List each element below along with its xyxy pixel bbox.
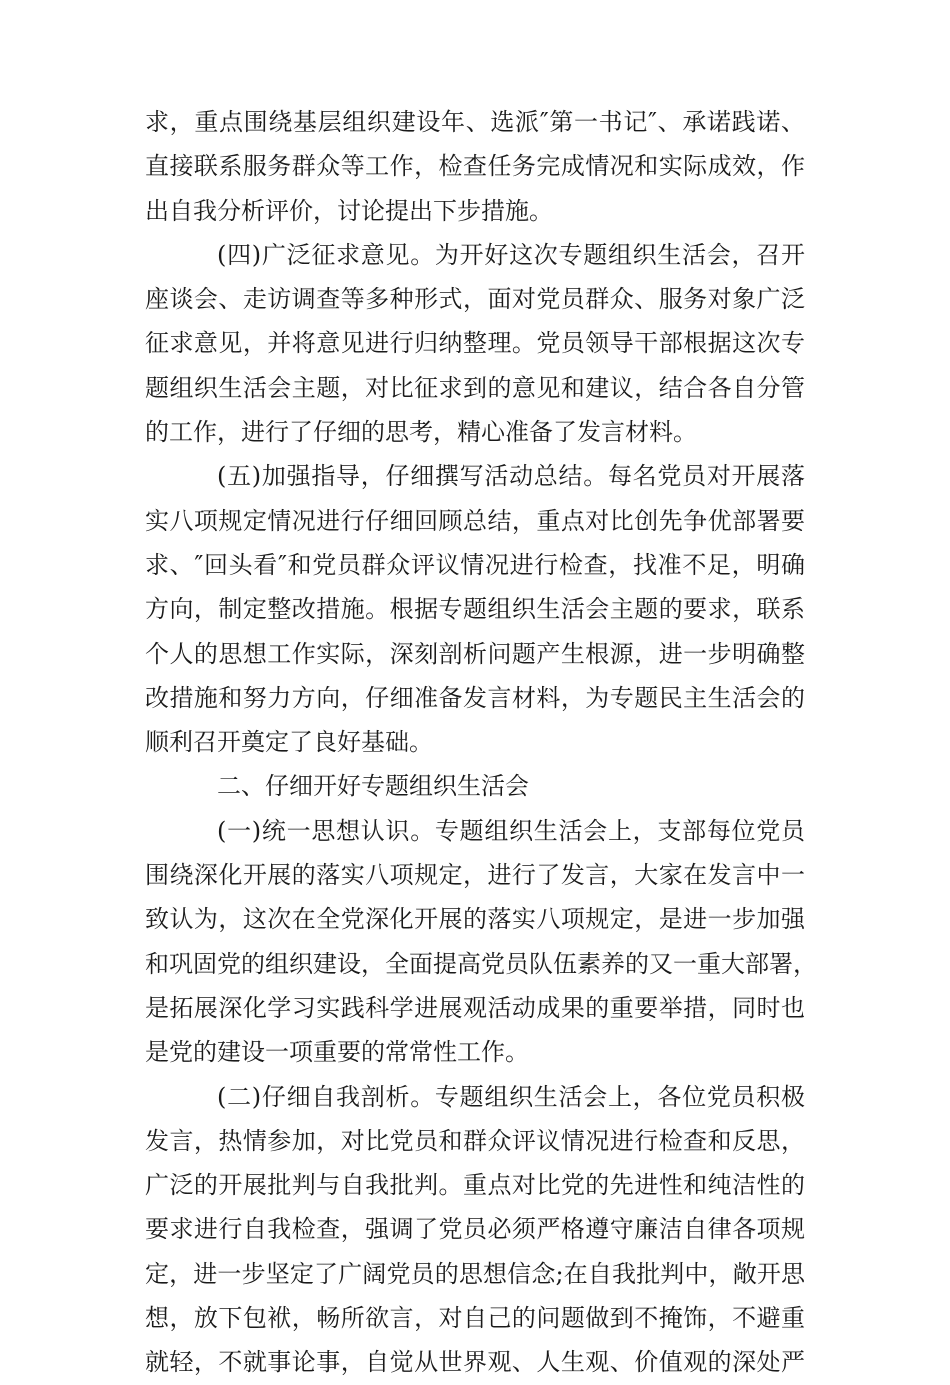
text-line: 是拓展深化学习实践科学进展观活动成果的重要举措，同时也 bbox=[145, 993, 805, 1022]
text-line: 座谈会、走访调查等多种形式，面对党员群众、服务对象广泛 bbox=[145, 285, 805, 314]
text-line: 是党的建设一项重要的常常性工作。 bbox=[145, 1038, 529, 1067]
text-line: 直接联系服务群众等工作，检查任务完成情况和实际成效，作 bbox=[145, 152, 805, 181]
text-line: 想，放下包袱，畅所欲言，对自己的问题做到不掩饰，不避重 bbox=[145, 1304, 805, 1333]
text-line: 致认为，这次在全党深化开展的落实八项规定，是进一步加强 bbox=[145, 905, 805, 934]
text-line: 出自我分析评价，讨论提出下步措施。 bbox=[145, 196, 553, 225]
text-line: 围绕深化开展的落实八项规定，进行了发言，大家在发言中一 bbox=[145, 861, 805, 890]
text-line: 和巩固党的组织建设，全面提高党员队伍素养的又一重大部署， bbox=[145, 949, 817, 978]
text-line: 二、仔细开好专题组织生活会 bbox=[217, 772, 529, 801]
text-line: 改措施和努力方向，仔细准备发言材料，为专题民主生活会的 bbox=[145, 683, 805, 712]
text-line: 就轻，不就事论事，自觉从世界观、人生观、价值观的深处严 bbox=[145, 1348, 805, 1377]
text-line: 求，重点围绕基层组织建设年、选派″第一书记″、承诺践诺、 bbox=[145, 108, 805, 136]
text-line: 题组织生活会主题，对比征求到的意见和建议，结合各自分管 bbox=[145, 373, 805, 402]
text-line: 要求进行自我检查，强调了党员必须严格遵守廉洁自律各项规 bbox=[145, 1215, 805, 1244]
text-line: 发言，热情参加，对比党员和群众评议情况进行检查和反思， bbox=[145, 1126, 805, 1155]
text-line: 求、″回头看″和党员群众评议情况进行检查，找准不足，明确 bbox=[145, 550, 805, 579]
text-line: (五)加强指导，仔细撰写活动总结。每名党员对开展落 bbox=[217, 462, 805, 491]
text-line: (二)仔细自我剖析。专题组织生活会上，各位党员积极 bbox=[217, 1082, 805, 1111]
text-line: 定，进一步坚定了广阔党员的思想信念;在自我批判中，敞开思 bbox=[145, 1259, 805, 1288]
text-line: 个人的思想工作实际，深刻剖析问题产生根源，进一步明确整 bbox=[145, 639, 805, 668]
text-line: (一)统一思想认识。专题组织生活会上，支部每位党员 bbox=[217, 816, 805, 845]
text-line: 实八项规定情况进行仔细回顾总结，重点对比创先争优部署要 bbox=[145, 506, 805, 535]
text-line: 方向，制定整改措施。根据专题组织生活会主题的要求，联系 bbox=[145, 595, 805, 624]
text-line: 的工作，进行了仔细的思考，精心准备了发言材料。 bbox=[145, 418, 697, 447]
text-line: 顺利召开奠定了良好基础。 bbox=[145, 728, 433, 757]
text-line: 广泛的开展批判与自我批判。重点对比党的先进性和纯洁性的 bbox=[145, 1171, 805, 1200]
text-line: 征求意见，并将意见进行归纳整理。党员领导干部根据这次专 bbox=[145, 329, 805, 358]
text-line: (四)广泛征求意见。为开好这次专题组织生活会，召开 bbox=[217, 240, 805, 269]
document-body-text bbox=[145, 100, 817, 1385]
